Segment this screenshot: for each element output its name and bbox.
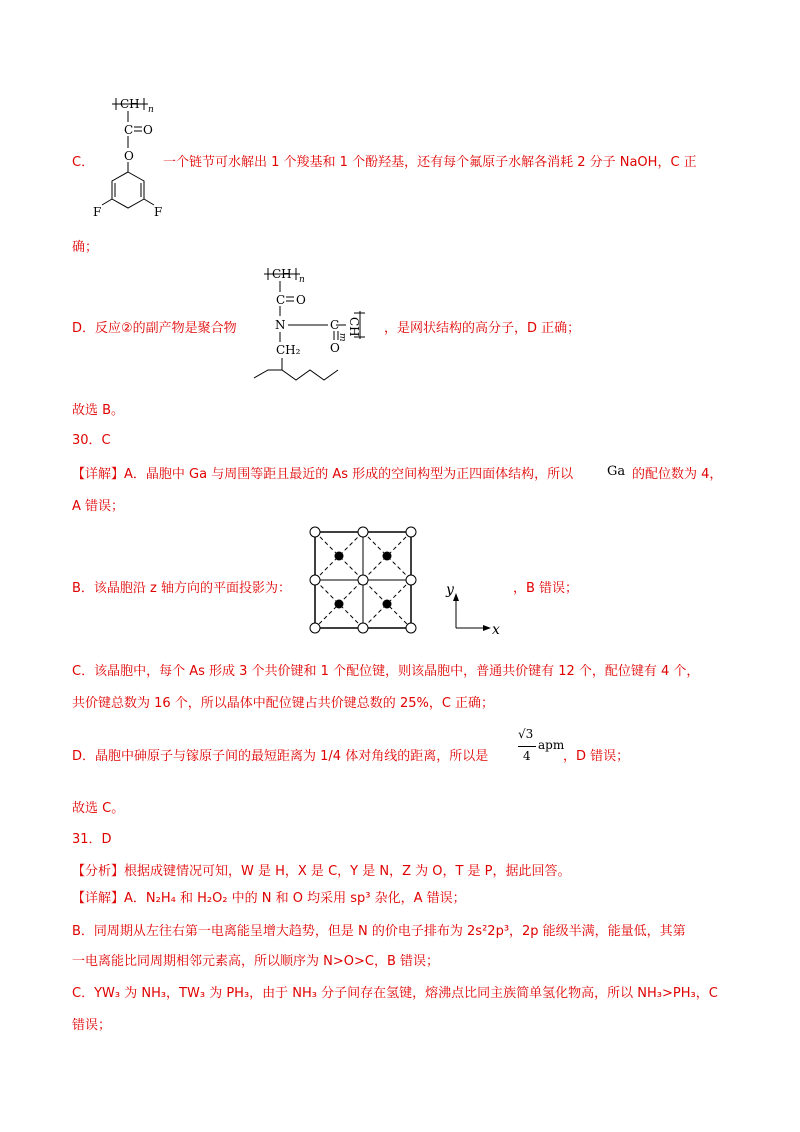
fraction-unit: apm (538, 738, 565, 752)
option-d-text: D．反应②的副产物是聚合物 (72, 321, 237, 336)
axis-x-label: x (492, 622, 500, 638)
q30-option-b: B．该晶胞沿 z 轴方向的平面投影为： (72, 581, 292, 596)
question-31-header: 31．D (72, 832, 112, 847)
q31-option-c-line1: C．YW₃ 为 NH₃，TW₃ 为 PH₃，由于 NH₃ 分子间存在氢键，熔沸点比同主族简单氢化物高，所以 NH₃>PH₃，C (72, 986, 718, 1001)
structure-d-rep: CH (272, 267, 292, 281)
lattice-projection-image (305, 522, 425, 640)
q30-option-c-line2: 共价键总数为 16 个，所以晶体中配位键占共价键总数的 25%，C 正确； (72, 696, 495, 711)
fraction-denominator: 4 (523, 749, 531, 763)
answer-30: 故选 C。 (72, 801, 125, 816)
axis-y-label: y (446, 582, 454, 598)
ga-symbol: Ga (607, 464, 626, 479)
structure-d-oxo: O (296, 293, 306, 307)
option-c-text: 一个链节可水解出 1 个羧基和 1 个酚羟基，还有每个氟原子水解各消耗 2 分子 NaOH，C 正 (163, 155, 697, 170)
q30-option-a-tail: 的配位数为 4， (632, 467, 723, 482)
structure-c-n: n (148, 105, 154, 115)
q30-option-c-line1: C．该晶胞中，每个 As 形成 3 个共价键和 1 个配位键，则该晶胞中，普通共价键有 12 个，配位键有 4 个， (72, 664, 700, 679)
option-d-tail: ，是网状结构的高分子，D 正确； (384, 321, 581, 336)
structure-c-carbon: C (124, 123, 134, 137)
structure-c-fluorine-2: F (154, 205, 163, 219)
fraction-numerator: √3 (518, 727, 534, 741)
structure-d-n: n (299, 275, 305, 285)
q31-option-c-line2: 错误； (72, 1018, 112, 1033)
structure-d-image (250, 262, 380, 388)
structure-c-rep: CH (120, 97, 140, 111)
structure-d-ch2: CH₂ (276, 343, 301, 357)
structure-d-nitrogen: N (275, 318, 286, 332)
option-c-continuation: 确； (72, 240, 99, 255)
structure-c-oxygen: O (124, 149, 134, 163)
structure-d-oxo-2: O (330, 341, 340, 355)
q30-option-d-tail: ，D 错误； (563, 749, 630, 764)
option-c-label: C． (72, 155, 95, 170)
q30-option-a-cont: A 错误； (72, 499, 125, 514)
q31-option-a: 【详解】A．N₂H₄ 和 H₂O₂ 中的 N 和 O 均采用 sp³ 杂化，A 错误； (72, 891, 466, 906)
q30-option-b-tail: ，B 错误； (513, 581, 579, 596)
q30-option-d: D．晶胞中砷原子与镓原子间的最短距离为 1/4 体对角线的距离，所以是 (72, 749, 489, 764)
q31-option-b-line1: B．同周期从左往右第一电离能呈增大趋势，但是 N 的价电子排布为 2s²2p³，2p 能级半满，能量低，其第 (72, 924, 686, 939)
structure-c-fluorine-1: F (93, 205, 102, 219)
q30-option-a: 【详解】A．晶胞中 Ga 与周围等距且最近的 As 形成的空间构型为正四面体结构，所以 (72, 467, 574, 482)
q31-option-b-line2: 一电离能比同周期相邻元素高，所以顺序为 N>O>C，B 错误； (72, 954, 440, 969)
structure-d-rep-2: CH (347, 317, 361, 337)
structure-d-carbon-2: C (330, 318, 340, 332)
question-30-header: 30．C (72, 433, 111, 448)
answer-29: 故选 B。 (72, 403, 125, 418)
q31-analysis: 【分析】根据成键情况可知，W 是 H，X 是 C，Y 是 N，Z 为 O，T 是 P，据此回答。 (72, 864, 571, 879)
structure-d-carbon: C (276, 293, 286, 307)
structure-d-m: m (337, 333, 347, 342)
structure-c-oxo: O (143, 123, 153, 137)
axes-image (442, 578, 506, 638)
